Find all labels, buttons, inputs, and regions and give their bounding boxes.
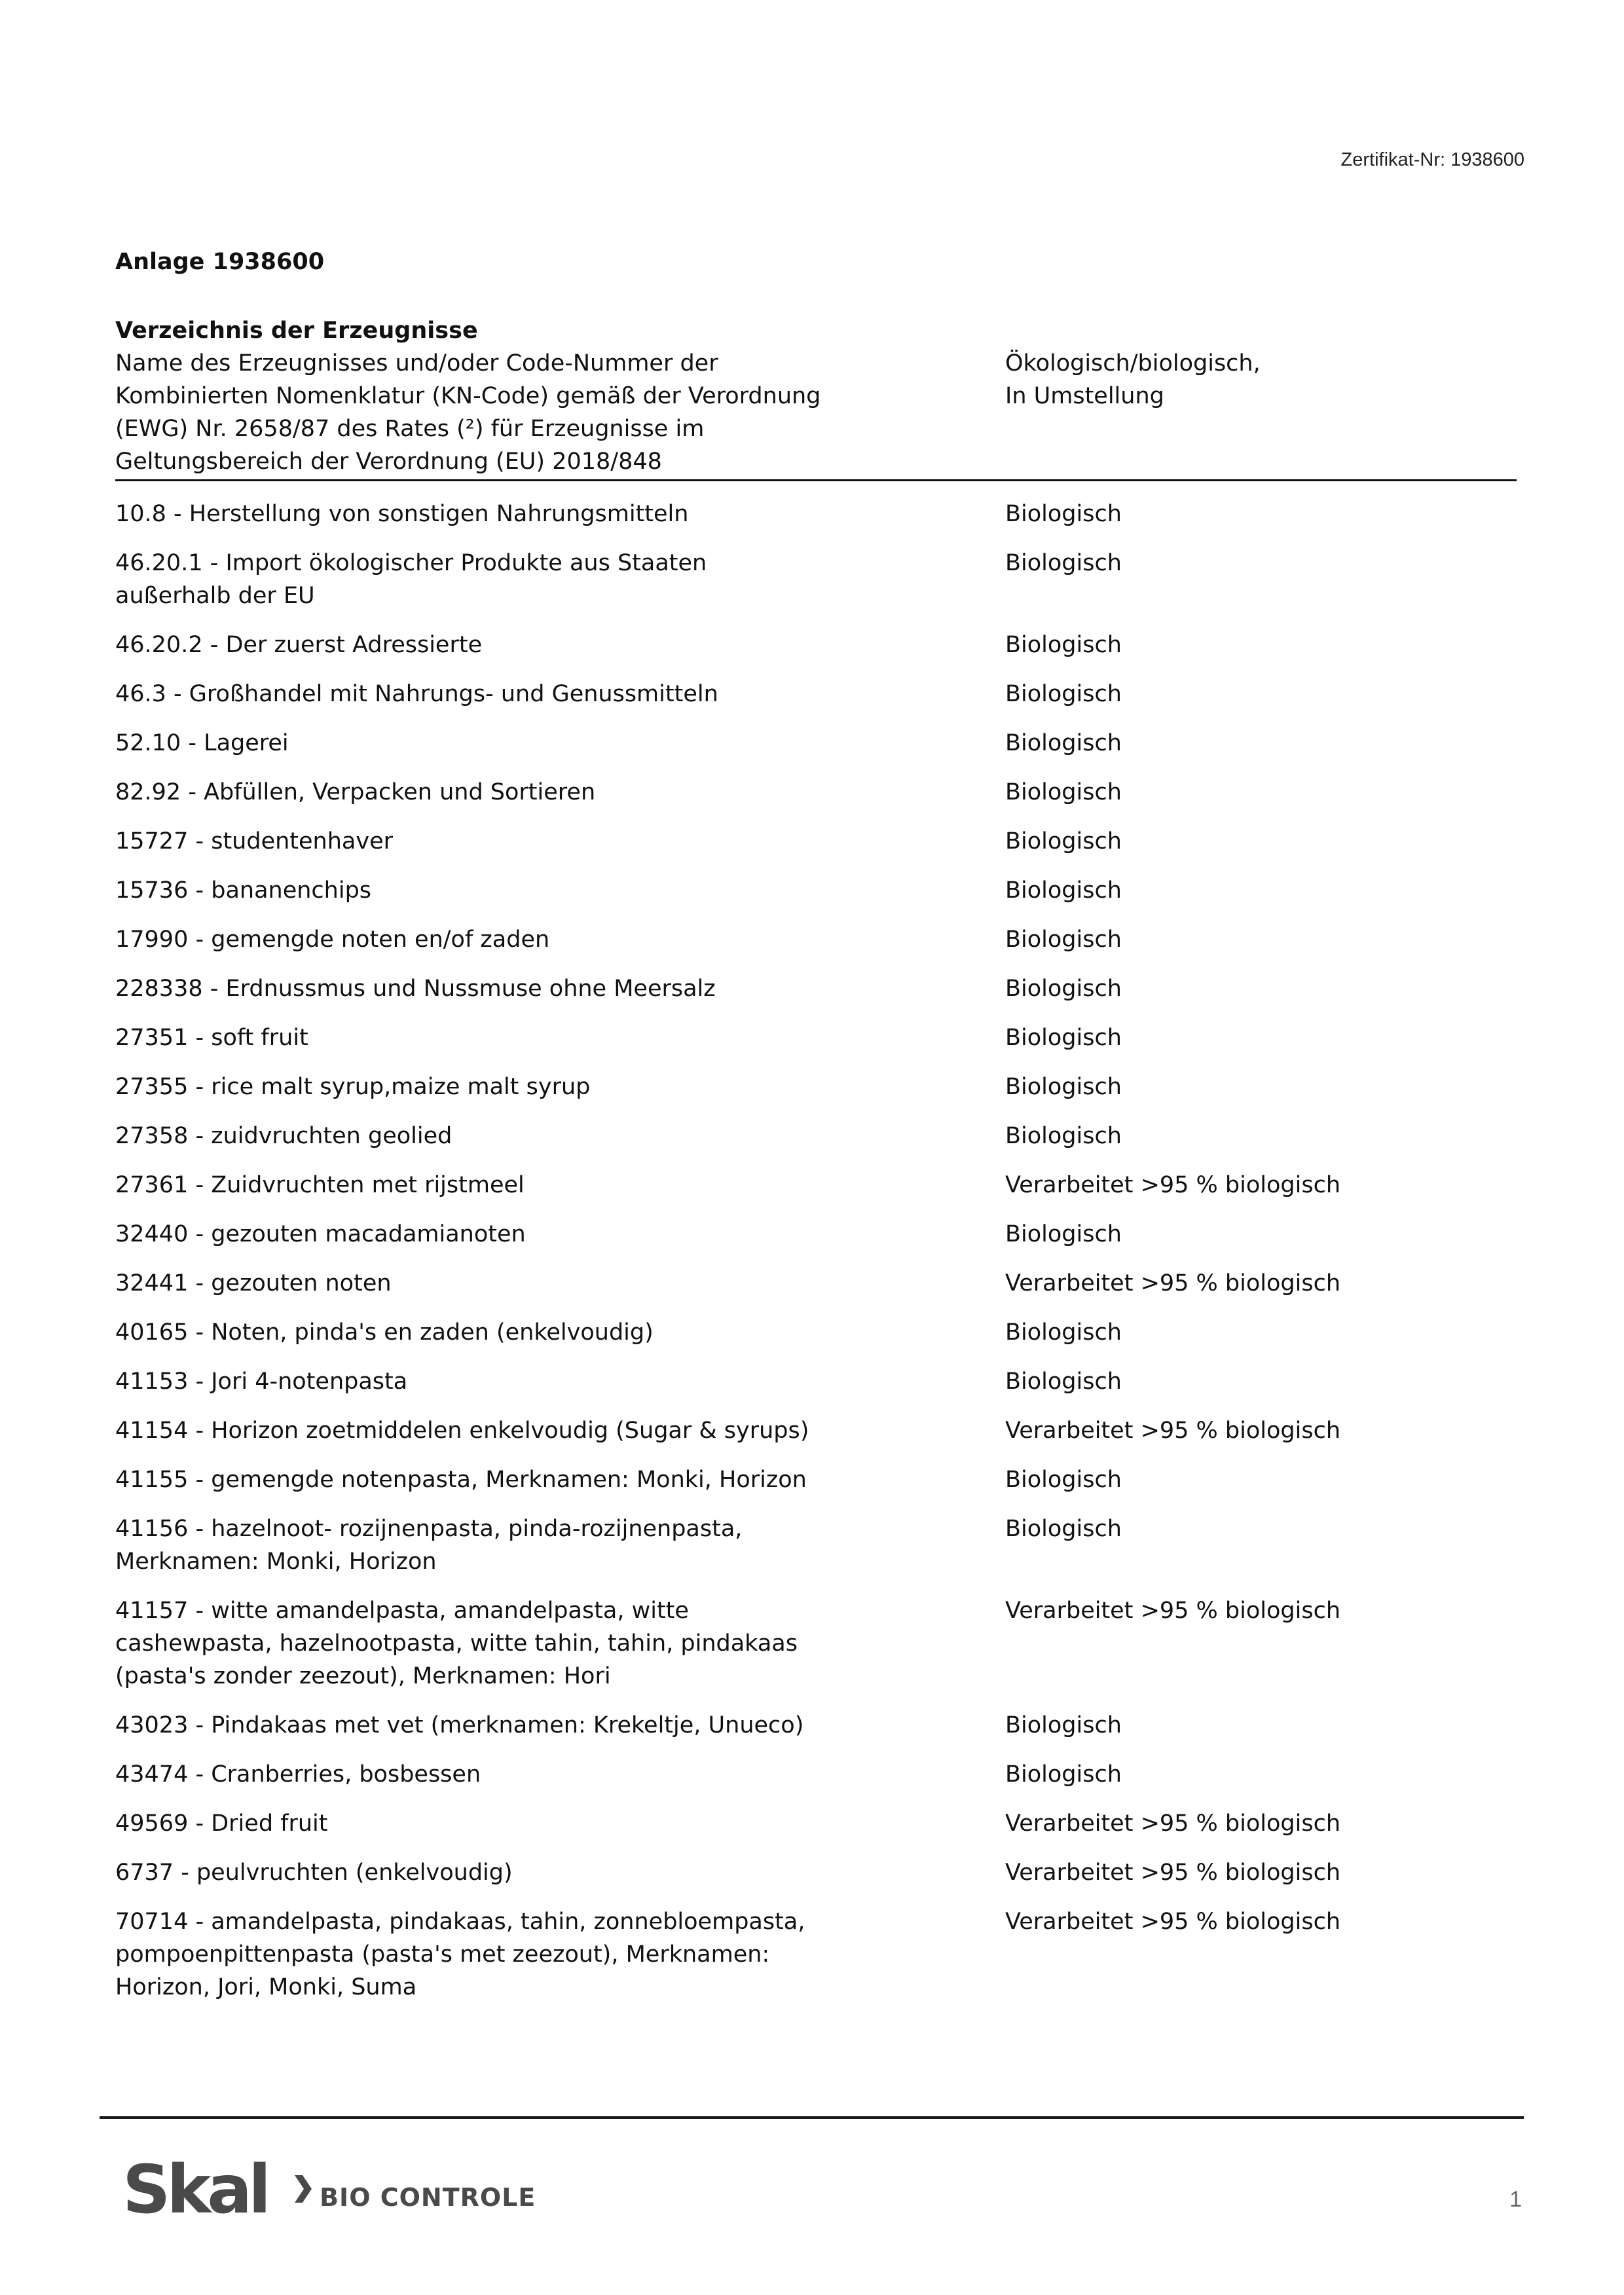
table-row bbox=[115, 547, 1517, 612]
product-name bbox=[115, 727, 1005, 760]
product-status: Biologisch bbox=[1005, 1074, 1122, 1100]
product-name bbox=[115, 1169, 1005, 1202]
header-status-line: Ökologisch/biologisch, bbox=[1005, 350, 1261, 376]
product-name bbox=[115, 678, 1005, 710]
product-status: Verarbeitet >95 % biologisch bbox=[1005, 1270, 1341, 1296]
product-status: Biologisch bbox=[1005, 1025, 1122, 1051]
product-name-line: Horizon, Jori, Monki, Suma bbox=[115, 1974, 417, 2000]
product-name bbox=[115, 1218, 1005, 1251]
document-content bbox=[115, 244, 1517, 2004]
table-row bbox=[115, 874, 1517, 907]
logo-subtext: BIO CONTROLE bbox=[320, 2183, 536, 2212]
product-name-line: 49569 - Dried fruit bbox=[115, 1810, 328, 1837]
product-name bbox=[115, 1709, 1005, 1742]
table-row bbox=[115, 1905, 1517, 2004]
product-name bbox=[115, 1758, 1005, 1791]
product-name-line: cashewpasta, hazelnootpasta, witte tahin, tahin, pindakaas bbox=[115, 1630, 798, 1657]
product-status: Verarbeitet >95 % biologisch bbox=[1005, 1418, 1341, 1444]
product-status: Biologisch bbox=[1005, 681, 1122, 707]
product-status: Biologisch bbox=[1005, 1761, 1122, 1788]
header-product-line: Geltungsbereich der Verordnung (EU) 2018/848 bbox=[115, 449, 662, 475]
document-title: Anlage 1938600 bbox=[115, 249, 325, 275]
product-name-line: pompoenpittenpasta (pasta's met zeezout), Merknamen: bbox=[115, 1941, 770, 1968]
table-row bbox=[115, 1513, 1517, 1578]
product-status: Verarbeitet >95 % biologisch bbox=[1005, 1810, 1341, 1837]
product-status: Biologisch bbox=[1005, 828, 1122, 854]
product-name bbox=[115, 1021, 1005, 1054]
product-status: Biologisch bbox=[1005, 779, 1122, 805]
product-name-line: 32441 - gezouten noten bbox=[115, 1270, 392, 1296]
table-row bbox=[115, 923, 1517, 956]
product-status: Biologisch bbox=[1005, 1123, 1122, 1149]
product-name bbox=[115, 1807, 1005, 1840]
product-status: Biologisch bbox=[1005, 632, 1122, 658]
product-status: Verarbeitet >95 % biologisch bbox=[1005, 1909, 1341, 1935]
product-status: Biologisch bbox=[1005, 730, 1122, 756]
product-name-line: Merknamen: Monki, Horizon bbox=[115, 1549, 437, 1575]
header-product-column bbox=[115, 347, 1005, 478]
product-name bbox=[115, 1905, 1005, 2004]
product-name bbox=[115, 1414, 1005, 1447]
product-name bbox=[115, 1365, 1005, 1398]
product-name bbox=[115, 923, 1005, 956]
table-row bbox=[115, 1316, 1517, 1349]
table-row bbox=[115, 972, 1517, 1005]
table-row bbox=[115, 1120, 1517, 1152]
product-status: Biologisch bbox=[1005, 1712, 1122, 1738]
table-row bbox=[115, 1807, 1517, 1840]
chevron-right-icon bbox=[293, 2174, 313, 2207]
product-name-line: 41154 - Horizon zoetmiddelen enkelvoudig (Sugar & syrups) bbox=[115, 1418, 809, 1444]
product-name-line: 27358 - zuidvruchten geolied bbox=[115, 1123, 452, 1149]
product-name bbox=[115, 629, 1005, 661]
product-status: Verarbeitet >95 % biologisch bbox=[1005, 1598, 1341, 1624]
certificate-number: Zertifikat-Nr: 1938600 bbox=[1340, 149, 1524, 170]
product-name bbox=[115, 1120, 1005, 1152]
table-header bbox=[115, 347, 1517, 481]
product-name-line: 27351 - soft fruit bbox=[115, 1025, 308, 1051]
product-name-line: 52.10 - Lagerei bbox=[115, 730, 289, 756]
product-name-line: 46.3 - Großhandel mit Nahrungs- und Genussmitteln bbox=[115, 681, 718, 707]
section-title: Verzeichnis der Erzeugnisse bbox=[115, 318, 478, 344]
product-status: Biologisch bbox=[1005, 1467, 1122, 1493]
table-row bbox=[115, 1594, 1517, 1693]
product-status: Biologisch bbox=[1005, 1368, 1122, 1395]
product-name bbox=[115, 498, 1005, 530]
product-name-line: 40165 - Noten, pinda's en zaden (enkelvoudig) bbox=[115, 1319, 654, 1346]
product-name-line: 15727 - studentenhaver bbox=[115, 828, 393, 854]
product-status: Biologisch bbox=[1005, 1221, 1122, 1247]
logo-wordmark: Skal bbox=[122, 2151, 268, 2229]
header-product-line: Name des Erzeugnisses und/oder Code-Nummer der bbox=[115, 350, 718, 376]
product-name-line: (pasta's zonder zeezout), Merknamen: Hori bbox=[115, 1663, 611, 1689]
product-name bbox=[115, 1267, 1005, 1300]
table-row bbox=[115, 629, 1517, 661]
product-name-line: 43023 - Pindakaas met vet (merknamen: Krekeltje, Unueco) bbox=[115, 1712, 804, 1738]
header-product-line: Kombinierten Nomenklatur (KN-Code) gemäß der Verordnung bbox=[115, 383, 821, 409]
product-name-line: 82.92 - Abfüllen, Verpacken und Sortieren bbox=[115, 779, 596, 805]
product-status: Biologisch bbox=[1005, 927, 1122, 953]
table-row bbox=[115, 1709, 1517, 1742]
table-row bbox=[115, 678, 1517, 710]
product-name-line: 17990 - gemengde noten en/of zaden bbox=[115, 927, 550, 953]
footer-divider bbox=[100, 2116, 1524, 2119]
table-row bbox=[115, 825, 1517, 858]
table-row bbox=[115, 1267, 1517, 1300]
product-status: Biologisch bbox=[1005, 877, 1122, 904]
product-name bbox=[115, 874, 1005, 907]
skal-logo bbox=[122, 2151, 536, 2229]
product-name-line: 6737 - peulvruchten (enkelvoudig) bbox=[115, 1860, 513, 1886]
product-name bbox=[115, 1513, 1005, 1578]
product-status: Biologisch bbox=[1005, 1516, 1122, 1542]
product-name-line: 27355 - rice malt syrup,maize malt syrup bbox=[115, 1074, 591, 1100]
product-status: Biologisch bbox=[1005, 976, 1122, 1002]
product-name-line: 41153 - Jori 4-notenpasta bbox=[115, 1368, 408, 1395]
product-name-line: 46.20.2 - Der zuerst Adressierte bbox=[115, 632, 483, 658]
product-status: Biologisch bbox=[1005, 1319, 1122, 1346]
product-name bbox=[115, 1316, 1005, 1349]
table-row bbox=[115, 1463, 1517, 1496]
product-name bbox=[115, 1594, 1005, 1693]
table-row bbox=[115, 498, 1517, 530]
product-name-line: 32440 - gezouten macadamianoten bbox=[115, 1221, 526, 1247]
table-row bbox=[115, 1414, 1517, 1447]
product-name-line: 41156 - hazelnoot- rozijnenpasta, pinda-rozijnenpasta, bbox=[115, 1516, 743, 1542]
table-row bbox=[115, 1071, 1517, 1103]
product-name-line: 27361 - Zuidvruchten met rijstmeel bbox=[115, 1172, 525, 1198]
table-row bbox=[115, 1758, 1517, 1791]
header-product-line: (EWG) Nr. 2658/87 des Rates (²) für Erzeugnisse im bbox=[115, 416, 705, 442]
table-row bbox=[115, 1856, 1517, 1889]
product-name bbox=[115, 776, 1005, 809]
product-name bbox=[115, 1463, 1005, 1496]
product-name-line: 70714 - amandelpasta, pindakaas, tahin, zonnebloempasta, bbox=[115, 1909, 805, 1935]
product-name bbox=[115, 1071, 1005, 1103]
product-name-line: 46.20.1 - Import ökologischer Produkte aus Staaten bbox=[115, 550, 707, 576]
table-row bbox=[115, 1218, 1517, 1251]
product-name bbox=[115, 972, 1005, 1005]
product-name-line: 228338 - Erdnussmus und Nussmuse ohne Meersalz bbox=[115, 976, 716, 1002]
product-name-line: 10.8 - Herstellung von sonstigen Nahrungsmitteln bbox=[115, 501, 689, 527]
product-status: Biologisch bbox=[1005, 550, 1122, 576]
table-row bbox=[115, 727, 1517, 760]
product-name-line: 41155 - gemengde notenpasta, Merknamen: Monki, Horizon bbox=[115, 1467, 807, 1493]
header-status-line: In Umstellung bbox=[1005, 383, 1164, 409]
product-name bbox=[115, 547, 1005, 612]
table-row bbox=[115, 1365, 1517, 1398]
table-row bbox=[115, 776, 1517, 809]
table-row bbox=[115, 1021, 1517, 1054]
product-status: Verarbeitet >95 % biologisch bbox=[1005, 1172, 1341, 1198]
product-name-line: 41157 - witte amandelpasta, amandelpasta, witte bbox=[115, 1598, 689, 1624]
product-name bbox=[115, 1856, 1005, 1889]
product-name-line: außerhalb der EU bbox=[115, 583, 315, 609]
product-name-line: 15736 - bananenchips bbox=[115, 877, 372, 904]
header-status-column bbox=[1005, 347, 1517, 478]
product-name bbox=[115, 825, 1005, 858]
product-name-line: 43474 - Cranberries, bosbessen bbox=[115, 1761, 481, 1788]
page-number: 1 bbox=[1509, 2187, 1522, 2212]
product-status: Biologisch bbox=[1005, 501, 1122, 527]
table-row bbox=[115, 1169, 1517, 1202]
product-status: Verarbeitet >95 % biologisch bbox=[1005, 1860, 1341, 1886]
product-list bbox=[115, 498, 1517, 2004]
